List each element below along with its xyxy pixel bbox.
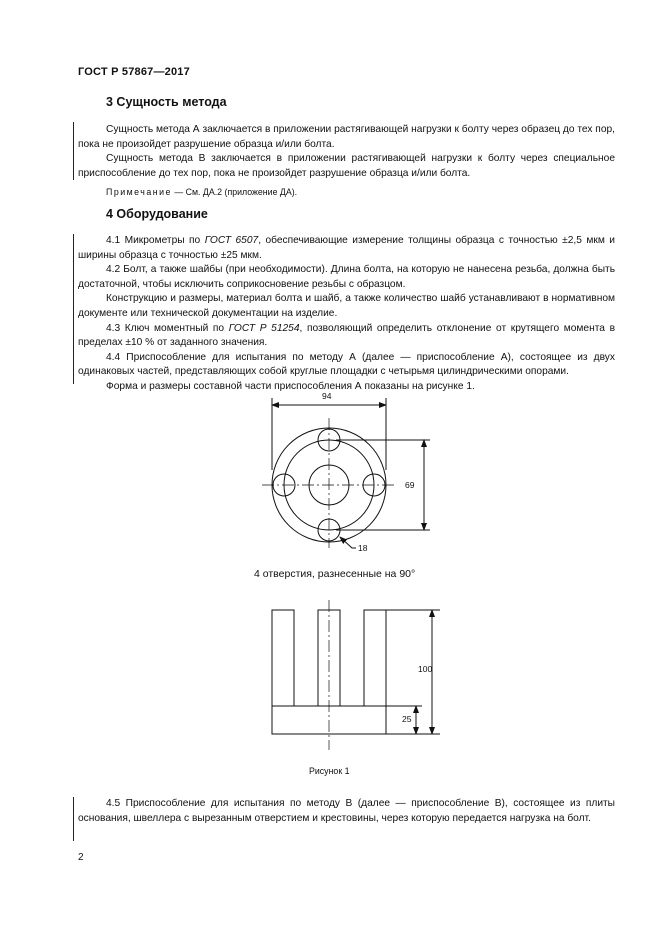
- section-3-heading: 3 Сущность метода: [106, 95, 227, 109]
- text-run: 4.3 Ключ моментный по: [106, 322, 229, 334]
- dimension-label-69: 69: [405, 480, 415, 490]
- paragraph-4-5: 4.5 Приспособление для испытания по методу В (далее — приспособление В), состоящее из плиты основания, швеллера с вырезанным отверстием и крестовины, через которую передается нагрузка на болт.: [78, 798, 615, 824]
- dimension-label-25: 25: [402, 714, 412, 724]
- support-left: [272, 610, 294, 706]
- section-4-5-body: [78, 797, 615, 826]
- paragraph-4-4b: Форма и размеры составной части приспособления А показаны на рисунке 1.: [106, 380, 475, 392]
- paragraph-4-2b: Конструкцию и размеры, материал болта и шайб, а также количество шайб устанавливают в нормативном документе или технической документации на изделие.: [78, 293, 615, 319]
- text-run: , обеспечивающие измерение толщины образца с точностью ±2,5 мкм и ширины образца с точностью ±25 мкм.: [78, 235, 615, 261]
- paragraph-method-b: Сущность метода В заключается в приложении растягивающей нагрузки к болту через специальное приспособление до тех пор, пока не произойдет разрушение образца и/или болта.: [78, 153, 615, 179]
- top-view: [262, 398, 430, 548]
- dimension-label-94: 94: [322, 391, 332, 401]
- paragraph-method-a: Сущность метода А заключается в приложении растягивающей нагрузки к болту через образец до тех пор, пока не произойдет разрушение образца и/или болта.: [78, 124, 615, 150]
- text-run: 4.1 Микрометры по: [106, 235, 205, 246]
- holes-caption: 4 отверстия, разнесенные на 90°: [254, 568, 416, 580]
- standard-reference: ГОСТ 6507: [204, 235, 259, 246]
- section-4-heading: 4 Оборудование: [106, 207, 208, 221]
- note-text: — См. ДА.2 (приложение ДА).: [174, 187, 298, 198]
- dimension-label-18: 18: [358, 543, 368, 553]
- note-label: Примечание: [106, 187, 172, 198]
- support-right: [364, 610, 386, 706]
- figure-caption: Рисунок 1: [309, 766, 350, 776]
- document-header: ГОСТ Р 57867—2017: [78, 66, 190, 78]
- change-bar: [73, 797, 74, 841]
- text-run: , позволяющий определить отклонение от крутящего момента в пределах ±10 % от заданного значения.: [78, 322, 615, 349]
- page-number: 2: [78, 852, 84, 863]
- side-view: [272, 600, 440, 750]
- paragraph-4-4: 4.4 Приспособление для испытания по методу А (далее — приспособление А), состоящее из двух одинаковых частей, представляющих собой круглые площадки с четырьмя цилиндрическими опорами.: [78, 351, 615, 378]
- standard-reference: ГОСТ Р 51254: [228, 322, 300, 334]
- paragraph-4-2: 4.2 Болт, а также шайбы (при необходимости). Длина болта, на которую не нанесена резьба, должна быть достаточной, чтобы исключить соприкосновение резьбы с образцом.: [78, 264, 615, 290]
- dimension-label-100: 100: [418, 664, 433, 674]
